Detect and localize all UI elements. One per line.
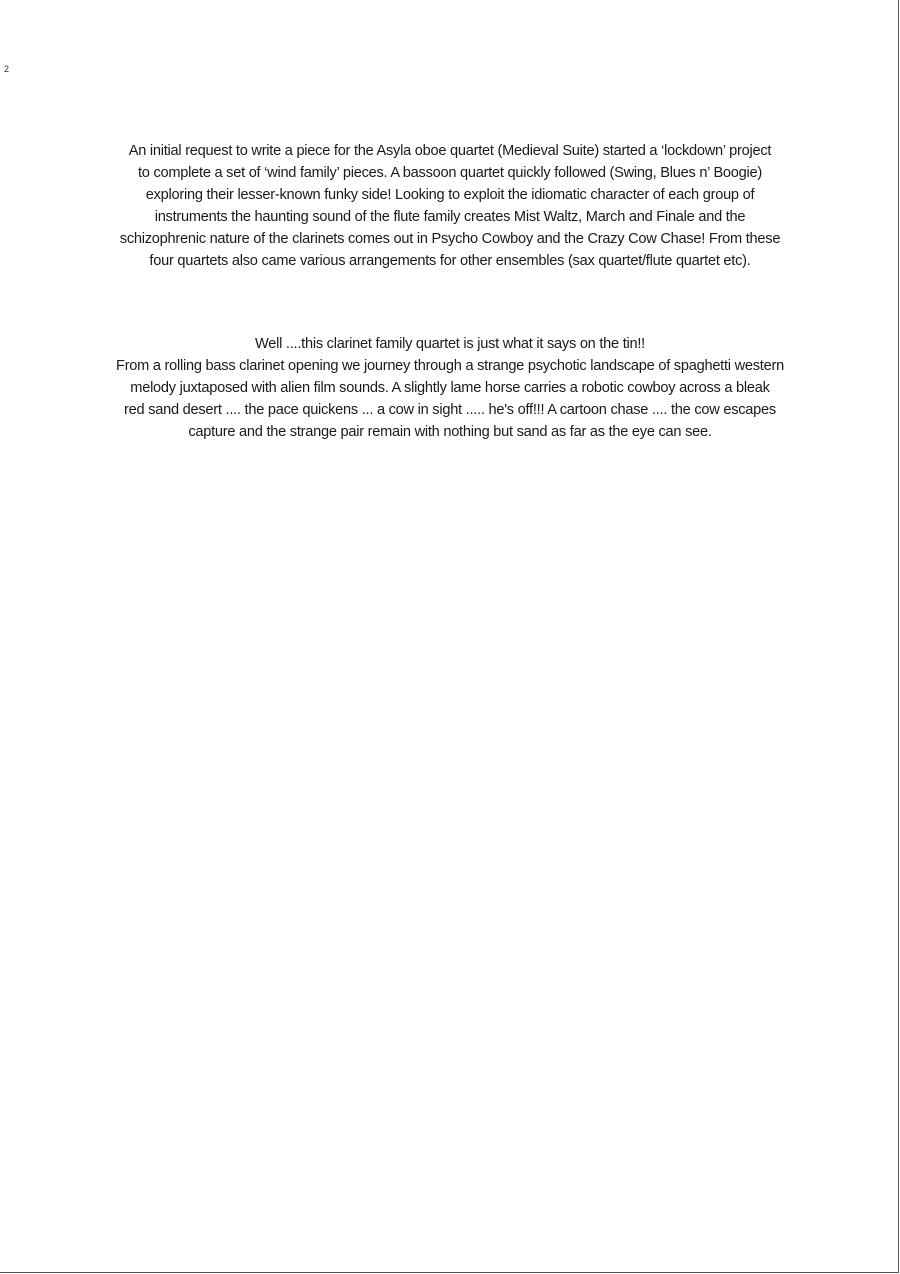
page-number: 2	[4, 64, 10, 74]
description-line: red sand desert .... the pace quickens ... a cow in sight ..... he's off!!! A cartoon chase .... the cow escapes	[124, 402, 776, 418]
intro-line: schizophrenic nature of the clarinets comes out in Psycho Cowboy and the Crazy Cow Chase! From these	[119, 231, 781, 247]
intro-line: four quartets also came various arrangements for other ensembles (sax quartet/flute quartet etc).	[149, 253, 751, 269]
description-line: From a rolling bass clarinet opening we journey through a strange psychotic landscape of spaghetti western	[116, 358, 784, 374]
intro-line: instruments the haunting sound of the flute family creates Mist Waltz, March and Finale and the	[154, 209, 746, 225]
description-line: Well ....this clarinet family quartet is just what it says on the tin!!	[255, 336, 645, 352]
description-line: melody juxtaposed with alien film sounds. A slightly lame horse carries a robotic cowboy across a bleak	[130, 380, 770, 396]
quartet-description-paragraph	[40, 333, 860, 443]
intro-line: An initial request to write a piece for the Asyla oboe quartet (Medieval Suite) started a ‘lockdown’ project	[128, 143, 772, 159]
intro-line: exploring their lesser-known funky side! Looking to exploit the idiomatic character of each group of	[145, 187, 755, 203]
description-line: capture and the strange pair remain with nothing but sand as far as the eye can see.	[188, 424, 712, 440]
intro-line: to complete a set of ‘wind family’ pieces. A bassoon quartet quickly followed (Swing, Blues n’ Boogie)	[138, 165, 762, 181]
intro-paragraph	[40, 140, 860, 272]
